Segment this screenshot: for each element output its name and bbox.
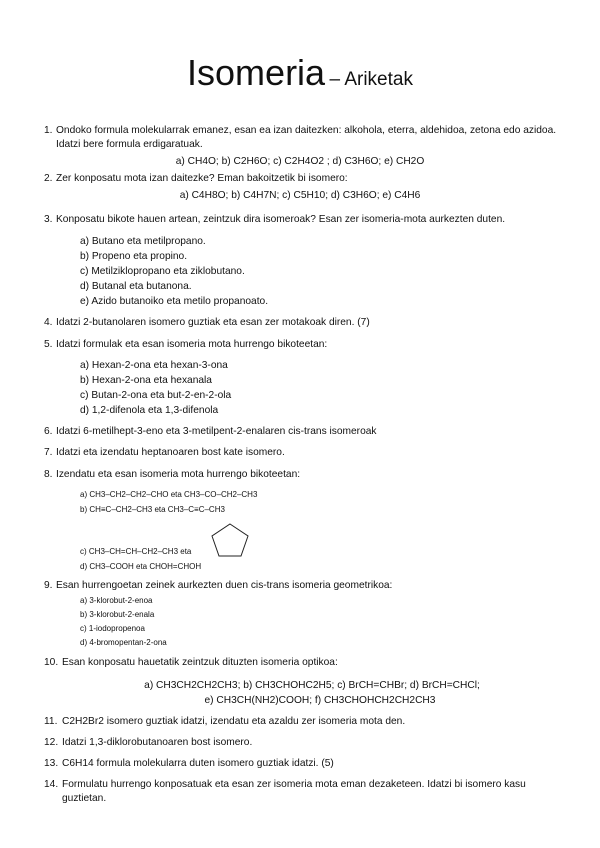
- question-number: 11.: [44, 716, 58, 727]
- list-item: c) CH3–CH=CH–CH2–CH3 eta: [80, 547, 192, 556]
- list-item: e) Azido butanoiko eta metilo propanoato.: [80, 296, 269, 307]
- question-number: 14.: [44, 779, 59, 790]
- list-item: d) Butanal eta butanona.: [80, 281, 192, 292]
- question-1: [44, 124, 564, 152]
- question-number: 10.: [44, 657, 59, 668]
- q2-formulas: a) C4H8O; b) C4H7N; c) C5H10; d) C3H6O; e) C4H6: [179, 190, 421, 201]
- question-number: 7.: [44, 447, 53, 458]
- question-9: [44, 579, 564, 593]
- question-text: Idatzi 1,3-diklorobutanoaren bost isomero.: [62, 737, 253, 748]
- question-text: Idatzi 6-metilhept-3-eno eta 3-metilpent-2-enalaren cis-trans isomeroak: [56, 426, 377, 437]
- list-item: b) CH≡C–CH2–CH3 eta CH3–C≡C–CH3: [80, 505, 225, 514]
- question-text: C2H2Br2 isomero guztiak idatzi, izendatu eta azaldu zer isomeria mota den.: [62, 716, 406, 727]
- question-2: [44, 172, 564, 186]
- question-number: 1.: [44, 125, 53, 136]
- question-7: [44, 446, 564, 460]
- cyclopentane-ring-icon: [210, 522, 250, 558]
- q1-formulas: a) CH4O; b) C2H6O; c) C2H4O2 ; d) C3H6O; e) CH2O: [175, 156, 425, 167]
- question-14: [44, 778, 564, 806]
- question-12: [44, 736, 564, 750]
- question-number: 6.: [44, 426, 53, 437]
- question-number: 4.: [44, 317, 53, 328]
- question-5: [44, 338, 564, 352]
- list-item: b) 3-klorobut-2-enala: [80, 610, 155, 619]
- question-text: Esan konposatu hauetatik zeintzuk dituzten isomeria optikoa:: [62, 657, 338, 668]
- question-text: Zer konposatu mota izan daitezke? Eman bakoitzetik bi isomero:: [56, 173, 348, 184]
- question-4: [44, 316, 564, 330]
- list-item: a) Hexan-2-ona eta hexan-3-ona: [80, 360, 228, 371]
- question-number: 8.: [44, 469, 53, 480]
- q10-line-2: e) CH3CH(NH2)COOH; f) CH3CHOHCH2CH2CH3: [204, 695, 436, 706]
- question-text: C6H14 formula molekularra duten isomero guztiak idatzi. (5): [62, 758, 334, 769]
- list-item: a) 3-klorobut-2-enoa: [80, 596, 153, 605]
- question-number: 3.: [44, 214, 53, 225]
- question-number: 12.: [44, 737, 59, 748]
- list-item: b) Hexan-2-ona eta hexanala: [80, 375, 212, 386]
- list-item: a) Butano eta metilpropano.: [80, 236, 206, 247]
- question-text: Esan hurrengoetan zeinek aurkezten duen cis-trans isomeria geometrikoa:: [56, 580, 393, 591]
- page-title: [0, 52, 600, 94]
- question-text: Ondoko formula molekularrak emanez, esan ea izan daitezken: alkohola, eterra, aldehidoa, zetona edo azidoa. Idatzi bere formula erdigaratuak.: [56, 125, 557, 150]
- question-number: 9.: [44, 580, 53, 591]
- list-item: d) 1,2-difenola eta 1,3-difenola: [80, 405, 219, 416]
- question-text: Idatzi eta izendatu heptanoaren bost kate isomero.: [56, 447, 285, 458]
- question-text: Izendatu eta esan isomeria mota hurrengo bikoteetan:: [56, 469, 301, 480]
- question-text: Konposatu bikote hauen artean, zeintzuk dira isomeroak? Esan zer isomeria-mota aurkezten duten.: [56, 214, 506, 225]
- question-text: Idatzi formulak eta esan isomeria mota hurrengo bikoteetan:: [56, 339, 328, 350]
- question-6: [44, 425, 564, 439]
- list-item: b) Propeno eta propino.: [80, 251, 188, 262]
- title-main: Isomeria: [187, 52, 326, 93]
- question-text: Idatzi 2-butanolaren isomero guztiak eta esan zer motakoak diren. (7): [56, 317, 370, 328]
- list-item: a) CH3–CH2–CH2–CHO eta CH3–CO–CH2–CH3: [80, 490, 258, 499]
- question-3: [44, 213, 564, 227]
- question-8: [44, 468, 564, 482]
- list-item: c) Metilziklopropano eta ziklobutano.: [80, 266, 245, 277]
- list-item: c) Butan-2-ona eta but-2-en-2-ola: [80, 390, 232, 401]
- question-10: [44, 656, 564, 670]
- list-item: c) 1-iodopropenoa: [80, 624, 145, 633]
- list-item: d) CH3–COOH eta CHOH=CHOH: [80, 562, 202, 571]
- question-text: Formulatu hurrengo konposatuak eta esan zer isomeria mota eman dezaketeen. Idatzi bi isomero kasu guztietan.: [62, 779, 526, 804]
- question-number: 2.: [44, 173, 53, 184]
- question-number: 13.: [44, 758, 59, 769]
- title-suffix: – Ariketak: [329, 69, 413, 90]
- question-13: [44, 757, 564, 771]
- question-number: 5.: [44, 339, 53, 350]
- list-item: d) 4-bromopentan-2-ona: [80, 638, 167, 647]
- question-11: [44, 715, 564, 729]
- q10-line-1: a) CH3CH2CH2CH3; b) CH3CHOHC2H5; c) BrCH=CHBr; d) BrCH=CHCl;: [144, 680, 480, 691]
